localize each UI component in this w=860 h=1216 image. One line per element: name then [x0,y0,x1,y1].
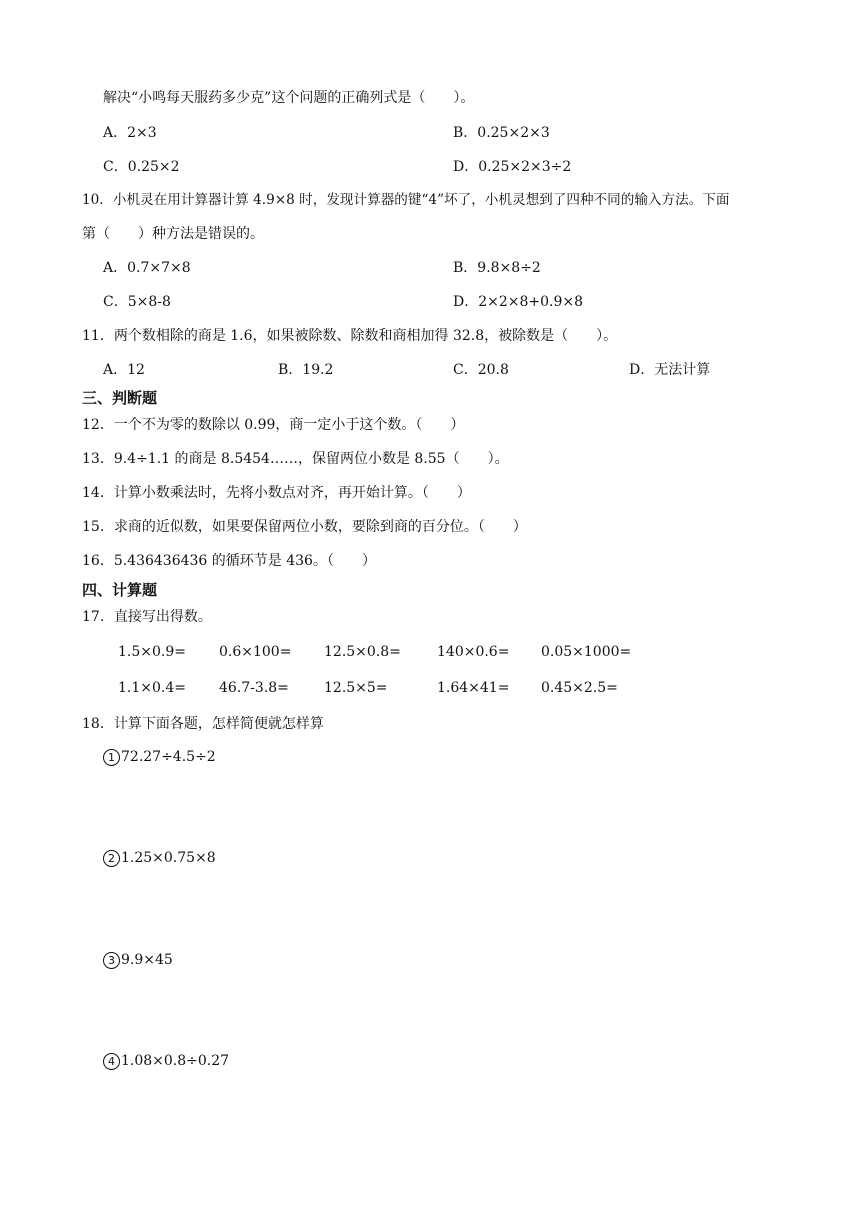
q11-option-a: A．12 [103,362,145,378]
circled-number-2: 2 [103,850,120,867]
calc-item: 46.7-3.8= [219,680,289,696]
q18-item-1 [103,747,216,767]
q9-option-c: C．0.25×2 [103,159,180,175]
calc-item: 0.05×1000= [541,644,632,660]
q18-item-4 [103,1051,229,1071]
judge-item-15: 15．求商的近似数，如果要保留两位小数，要除到商的百分位。（ ） [82,519,527,535]
circled-number-3: 3 [103,952,120,969]
section-heading-calc: 四、计算题 [82,581,158,599]
q18-item-3 [103,950,173,970]
q18-expr-2: 1.25×0.75×8 [121,850,216,866]
q18-stem: 18．计算下面各题，怎样简便就怎样算 [82,716,324,732]
q10-option-c: C．5×8-8 [103,294,171,310]
q10-stem-line1: 10．小机灵在用计算器计算 4.9×8 时，发现计算器的键“4”坏了，小机灵想到了四种不同的输入方法。下面 [82,192,730,208]
calc-item: 0.45×2.5= [541,680,618,696]
section-heading-judge: 三、判断题 [82,389,158,407]
q10-option-d: D．2×2×8+0.9×8 [453,294,584,310]
calc-item: 140×0.6= [437,644,510,660]
q11-option-c: C．20.8 [453,362,509,378]
circled-number-4: 4 [103,1053,120,1070]
q9-stem: 解决“小鸣每天服药多少克”这个问题的正确列式是（ ）。 [103,90,475,106]
q17-stem: 17．直接写出得数。 [82,609,212,625]
q11-stem: 11．两个数相除的商是 1.6，如果被除数、除数和商相加得 32.8，被除数是（ ）。 [82,328,618,344]
calc-item: 1.1×0.4= [118,680,186,696]
q9-option-b: B．0.25×2×3 [453,125,550,141]
q10-option-a: A．0.7×7×8 [103,260,191,276]
q18-item-2 [103,848,216,868]
calc-item: 1.64×41= [437,680,510,696]
calc-item: 12.5×5= [324,680,388,696]
q18-expr-3: 9.9×45 [121,952,173,968]
circled-number-1: 1 [103,749,120,766]
q10-stem-line2: 第（ ）种方法是错误的。 [82,226,264,242]
q18-expr-4: 1.08×0.8÷0.27 [121,1053,230,1069]
judge-item-14: 14．计算小数乘法时，先将小数点对齐，再开始计算。（ ） [82,485,471,501]
q11-option-b: B．19.2 [278,362,334,378]
q10-option-b: B．9.8×8÷2 [453,260,541,276]
calc-item: 0.6×100= [219,644,292,660]
judge-item-16: 16．5.436436436 的循环节是 436。（ ） [82,553,376,569]
calc-item: 1.5×0.9= [118,644,186,660]
calc-item: 12.5×0.8= [324,644,401,660]
q18-expr-1: 72.27÷4.5÷2 [121,749,216,765]
q9-option-d: D．0.25×2×3÷2 [453,159,572,175]
q11-option-d: D．无法计算 [629,362,711,378]
q9-option-a: A．2×3 [103,125,157,141]
judge-item-13: 13．9.4÷1.1 的商是 8.5454……，保留两位小数是 8.55（ ）。 [82,451,509,467]
judge-item-12: 12．一个不为零的数除以 0.99，商一定小于这个数。（ ） [82,417,465,433]
